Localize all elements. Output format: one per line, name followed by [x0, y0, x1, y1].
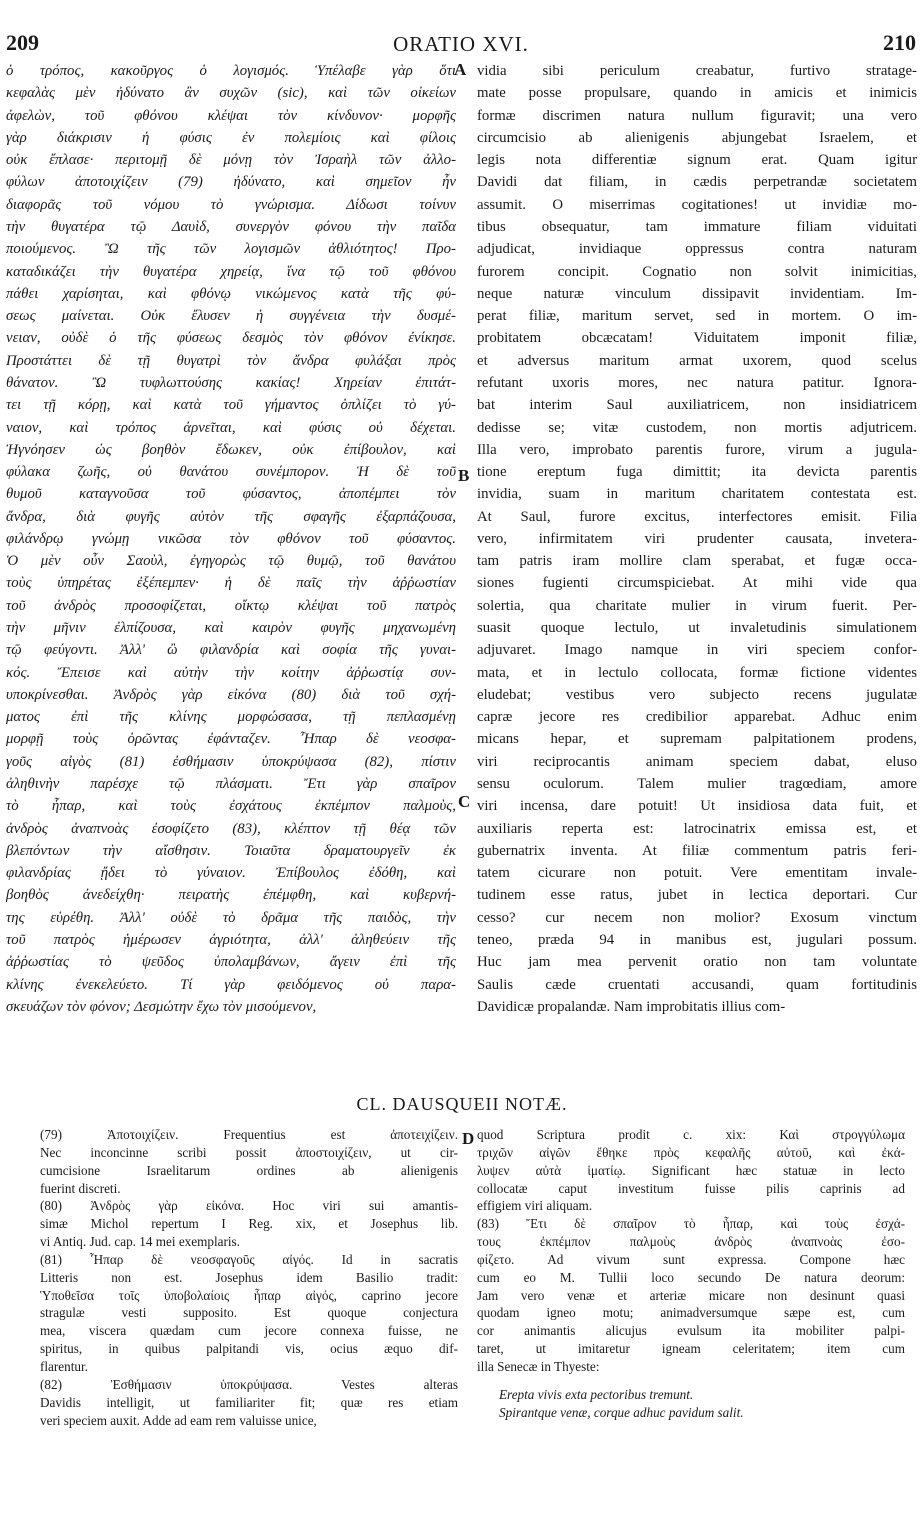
latin-text-line: neque naturæ vinculum dissipavit invidentiam. Im-	[477, 285, 917, 302]
note-line: Jam vero venæ et arteriæ micare non desinunt quasi	[477, 1287, 905, 1303]
latin-text-line: bat interim Saul auxiliatricem, non insidiatricem	[477, 397, 917, 414]
note-line: effigiem viri aliquam.	[477, 1198, 593, 1214]
note-line: (81) Ἧπαρ δὲ νεοσφαγοῦς αἰγός. Id in sacratis	[40, 1251, 458, 1267]
greek-text-line: τὴν θυγατέρα τῷ Δαυὶδ, συνεργὸν φόνου τὴν παῖδα	[6, 218, 456, 235]
note-line: (83) Ἔτι δὲ σπαῖρον τὸ ἧπαρ, καὶ τοὺς ἐσχά-	[477, 1216, 905, 1232]
greek-text-line: φύλων ἀποτοιχίζειν (79) ἠδύνατο, καὶ σημεῖον ἦν	[6, 174, 456, 191]
running-title: ORATIO XVI.	[393, 32, 529, 56]
note-line: cum eo M. Tullii loco secundo De natura deorum:	[477, 1269, 905, 1285]
section-marker-c: C	[458, 792, 471, 811]
latin-text-line: Davidicæ propalandæ. Nam improbitatis illius com-	[477, 998, 786, 1015]
note-line: (82) Ἐσθήμασιν ὑποκρύψασα. Vestes alteras	[40, 1376, 458, 1392]
latin-text-line: dedisse se; vitæ custodem, non mortis adjutricem.	[477, 419, 917, 436]
latin-text-line: circumcisio ab alienigenis abjungebat Israelem, et	[477, 129, 917, 146]
greek-text-line: βοηθὸς ἀνεδείχθη· πειρατὴς ἐπέμφθη, καὶ κυβερνή-	[6, 887, 456, 904]
latin-text-line: auxiliaris reperta est: latrocinatrix emissa est, et	[477, 820, 917, 837]
note-line: mea, viscera quædam cum jecore connexa fuisse, ne	[40, 1323, 458, 1339]
note-line: stragulæ vesti supposito. Est quoque conjectura	[40, 1305, 458, 1321]
greek-text-line: τὸ ἧπαρ, καὶ τοὺς ἐσχάτους ἐκπέμπον παλμοὺς,	[6, 798, 456, 815]
latin-text-line: furorem concipit. Cognatio non solvit inimicitias,	[477, 263, 917, 280]
latin-text-line: adjudicat, invidiaque oppressus contra naturam	[477, 241, 917, 258]
greek-text-line: κός. Ἔπεισε καὶ αὐτὴν τὴν κοίτην ἀῤῥωστίᾳ συν-	[6, 664, 456, 681]
latin-text-line: tudinem esse ratus, jubet in lectica deportari. Cur	[477, 887, 917, 904]
note-line: taret, ut imitaretur igneam celeritatem; item cum	[477, 1341, 905, 1357]
greek-text-line: τει τῇ κόρῃ, καὶ κατὰ τοῦ γήμαντος ὁπλίζει τὸ γύ-	[6, 397, 456, 414]
greek-text-line: σκευάζων τὸν φόνον; Δεσμώτην ἔχω τὸν μισούμενον,	[6, 998, 317, 1015]
note-line: vi Antiq. Jud. cap. 14 mei exemplaris.	[40, 1234, 240, 1250]
quote-line: Erepta vivis exta pectoribus tremunt.	[499, 1386, 694, 1402]
note-line: Nec inconcinne scribi possit ἀποστοιχίζειν, ut cir-	[40, 1144, 458, 1160]
greek-text-line: ὁ τρόπος, κακοῦργος ὁ λογισμός. Ὑπέλαβε γὰρ ὅτι	[6, 63, 456, 79]
latin-text-line: cesso? cur necem non molior? Exosum vinctum	[477, 909, 917, 926]
latin-text-line: teneo, præda 94 in manibus est, jugulari possum.	[477, 931, 917, 948]
latin-text-line: assumit. O miserrimas cogitationes! ut invidiæ mo-	[477, 196, 917, 213]
greek-text-line: τοῦ ἀνδρὸς προσοφίζεται, οἴκτῳ κλέψαι τοῦ πατρὸς	[6, 597, 456, 614]
note-line: Litteris non est. Josephus idem Basilio tradit:	[40, 1269, 458, 1285]
latin-text-line: formæ discrimen natura nullum figuravit; una vero	[477, 107, 917, 124]
greek-text-line: ματος ἐπὶ τῆς κλίνης μορφώσασα, τῇ πεπλασμένῃ	[6, 709, 456, 726]
greek-text-line: φιλανδρίας ᾔδει τὸ γύναιον. Ἐπίβουλος ἐδόθη, καὶ	[6, 865, 456, 882]
note-line: (79) Ἀποτοιχίζειν. Frequentius est ἀποτειχίζειν.	[40, 1127, 458, 1142]
notes-heading: CL. DAUSQUEII NOTÆ.	[356, 1094, 568, 1114]
greek-text-line: νειαν, οὐδὲ ὁ τῆς φύσεως δεσμὸς τὸν φθόνον ἐνίκησε.	[6, 330, 456, 347]
greek-text-line: της εὑρέθη. Ἀλλ' οὐδὲ τὸ δρᾶμα τῆς παιδὸς, τὴν	[6, 909, 456, 926]
note-line: λυψεν αὐτὰ ἱματίῳ. Significant hæc statuæ in lecto	[477, 1162, 905, 1178]
latin-text-line: vero, infirmitatem viri prudenter causata, invetera-	[477, 530, 917, 547]
latin-text-line: suasit quoque lectulo, ut invaletudinis simulationem	[477, 620, 917, 637]
latin-text-line: probitatem obcæcatam! Viduitatem imponit filiæ,	[477, 330, 917, 347]
latin-text-line: solertia, qua charitate mulier in virum fuerit. Per-	[477, 597, 917, 614]
note-line: τους ἐκπέμπον παλμοὺς ἀνδρὸς ἀναπνοὰς ἐσο-	[477, 1234, 905, 1250]
latin-text-line: vidia sibi periculum creabatur, furtivo stratage-	[477, 63, 917, 79]
latin-text-line: Davidi dat filiam, in cædis perpetrandæ societatem	[477, 174, 917, 191]
latin-text-line: sensu oculorum. Talem mulier tragœdiam, amore	[477, 776, 917, 792]
note-line: Ὑποθεῖσα τοῖς ὑποβολαίοις ἧπαρ αἰγός, caprino jecore	[40, 1287, 458, 1303]
latin-text-line: capræ jecore res credibilior apparebat. Adhuc enim	[477, 709, 917, 726]
greek-text-line: ναιον, καὶ τρόπος ἀρνεῖται, καὶ φύσις οὐ δέχεται.	[6, 419, 456, 436]
latin-text-line: eludebat; vestibus vero subjecto recens jugulatæ	[477, 686, 917, 703]
greek-text-line: Ἠγνόησεν ὡς βοηθὸν ἔδωκεν, οὐκ ἐπίβουλον, καὶ	[6, 441, 456, 458]
latin-text-line: tibus obsequatur, tam immature filiam viduitati	[477, 218, 917, 235]
note-line: cumcisione Israelitarum ordines ab alienigenis	[40, 1162, 458, 1178]
greek-text-line: κλίνης ἐνεκελεύετο. Τί γὰρ φειδόμενος οὐ παρα-	[6, 976, 456, 993]
greek-text-line: ἀληθινὴν παρέσχε τῷ πλάσματι. Ἔτι γὰρ σπαῖρον	[6, 776, 456, 792]
greek-text-line: φιλάνδρῳ γνώμῃ νικῶσα τὸν φθόνον τοῦ φύσαντος.	[6, 530, 456, 547]
latin-text-line: gubernatrix inventa. At filiæ commentum patris feri-	[477, 842, 917, 859]
note-line: simæ Michol repertum I Reg. xix, et Josephus lib.	[40, 1216, 458, 1232]
greek-text-line: μορφῇ τοὺς ὁρῶντας ἐφάνταζεν. Ἦπαρ δὲ νεοσφα-	[6, 731, 456, 748]
note-line: collocatæ caput investitum fuisse pilis caprinis ad	[477, 1180, 905, 1196]
latin-text-line: perat filiæ, maritum servet, sed in mortem. O im-	[477, 308, 917, 325]
greek-text-line: ἀῤῥωστίας τὸ ψεῦδος ὑπολαμβάνων, ἄγειν ἐπὶ τῆς	[6, 954, 456, 971]
greek-text-line: κεφαλὰς μὲν ἠδύνατο ἂν συχῶν (sic), καὶ τῶν οἰκείων	[6, 85, 456, 102]
notes-left-column	[40, 1126, 458, 1429]
section-marker-d: D	[462, 1129, 475, 1148]
greek-text-line: ποιούμενος. Ὢ τῆς τῶν λογισμῶν ἀθλιότητος! Προ-	[6, 241, 456, 258]
latin-text-line: tione ereptum fuga dimittit; ita devicta parentis	[477, 464, 917, 481]
note-line: cor animantis alicujus evulsum ita mobiliter palpi-	[477, 1323, 905, 1339]
notes-right-column	[477, 1126, 905, 1422]
greek-text-line: Προστάττει δὲ τῇ θυγατρὶ τὸν ἄνδρα φυλάξαι πρὸς	[6, 352, 456, 369]
greek-text-line: τοὺς ὑπηρέτας ἐξέπεμπεν· ἡ δὲ παῖς τὴν ἀῤῥωστίαν	[6, 575, 456, 592]
greek-text-line: υποκρίνεσθαι. Ἀνδρὸς γὰρ εἰκόνα (80) διὰ τοῦ σχή-	[6, 686, 456, 703]
greek-text-line: καταδικάζει τὴν θυγατέρα χηρείᾳ, ἵνα τῷ τοῦ φθόνου	[6, 263, 456, 280]
greek-text-column	[6, 60, 456, 1018]
latin-text-line: At Saul, furore excitus, interfectores emisit. Filia	[477, 508, 917, 525]
page-number-right: 210	[883, 30, 916, 55]
greek-text-line: Ὁ μὲν οὖν Σαοὺλ, ἐγηγορὼς τῷ θυμῷ, τοῦ θανάτου	[6, 553, 456, 570]
greek-text-line: οὐκ ἔπλασε· περιτομῇ δὲ μόνῃ τὸν Ἰσραὴλ τῶν ἀλλο-	[6, 152, 456, 169]
note-line: τριχῶν αἰγῶν ἔθηκε πρὸς κεφαλῆς αὐτοῦ, καὶ ἐκά-	[477, 1144, 905, 1160]
greek-text-line: πάθει χαρίσηται, καὶ φθόνῳ νικώμενος κατὰ τῆς φύ-	[6, 285, 456, 302]
greek-text-line: τὴν μῆνιν ἐλπίζουσα, καὶ καιρὸν φυγῆς μηχανωμένη	[6, 620, 456, 637]
latin-text-line: Saulis cæde cruentati accusandi, quam fortitudinis	[477, 976, 917, 993]
greek-text-line: γοῦς αἰγὸς (81) ἐσθήμασιν ὑποκρύψασα (82), πίστιν	[6, 753, 456, 770]
latin-text-line: tatem cicurare non potuit. Vere ementitam invale-	[477, 865, 917, 882]
latin-text-line: invidia, suam in maritum charitatem contestata est.	[477, 486, 917, 503]
latin-text-line: legis nota differentiæ signum erat. Quam igitur	[477, 152, 917, 169]
latin-text-line: micans hepar, et supremam palpitationem prodens,	[477, 731, 917, 748]
latin-text-line: Huc jam mea pervenit oratio non tam voluntate	[477, 954, 917, 971]
greek-text-line: θάνατον. Ὢ τυφλωττούσης κακίας! Χηρείαν ἐπιτάτ-	[6, 374, 456, 391]
greek-text-line: γὰρ διάκρισιν ἡ φύσις ἐν πολεμίοις καὶ φίλοις	[6, 129, 456, 146]
quote-line: Spirantque venæ, corque adhuc pavidum salit.	[499, 1404, 744, 1420]
greek-text-line: ἄνδρα, διὰ φυγῆς αὐτὸν τῆς σφαγῆς ἐξαρπάζουσα,	[6, 508, 456, 525]
latin-text-line: viri reciprocantis animam speciem dabat, eluso	[477, 753, 917, 770]
latin-text-line: mata, et in lectulo collocata, formæ fictione videntes	[477, 664, 917, 681]
note-line: quodam igneo motu; animadversumque sæpe est, cum	[477, 1305, 905, 1321]
latin-text-line: viri incensa, dare potuit! Ut insidiosa data fuit, et	[477, 798, 917, 815]
latin-text-line: Illa vero, improbato parentis furore, virum a jugula-	[477, 441, 917, 458]
greek-text-line: ἀφελὼν, τοῦ φθόνου κλέψαι τὸν κίνδυνον· μορφῆς	[6, 107, 456, 124]
page-number-left: 209	[6, 30, 39, 55]
greek-text-line: θυμοῦ καταγνοῦσα τοῦ φύσαντος, ἀποπέμπει τὸν	[6, 486, 456, 503]
latin-text-line: tam patris iram mollire clam sperabat, et fugæ occa-	[477, 553, 917, 570]
note-line: Davidis intelligit, ut familiariter fit; quæ res etiam	[40, 1394, 458, 1410]
greek-text-line: τῷ φεύγοντι. Ἀλλ' ὢ φιλανδρία καὶ σοφία τῆς γυναι-	[6, 642, 456, 659]
seneca-quote	[477, 1386, 905, 1422]
greek-text-line: ἀνδρὸς ἀναπνοὰς ἐσοφίζετο (83), κλέπτον τῇ θέᾳ τῶν	[6, 820, 456, 837]
note-line: illa Senecæ in Thyeste:	[477, 1358, 600, 1374]
note-line: (80) Ἀνδρὸς γὰρ εἰκόνα. Hoc viri sui amantis-	[40, 1198, 458, 1214]
note-line: spiritus, in quibus palpitandi vis, ocius æquo dif-	[40, 1341, 458, 1357]
note-line: φίζετο. Ad vivum sunt expressa. Compone hæc	[477, 1251, 905, 1267]
section-marker-a: A	[454, 60, 467, 79]
latin-text-line: siones fugienti circumspiciebat. At mihi vide qua	[477, 575, 917, 592]
greek-text-line: βλεπόντων τὴν αἴσθησιν. Τοιαῦτα δραματουργεῖν ἐκ	[6, 842, 456, 859]
latin-text-column	[477, 60, 917, 1018]
note-line: veri speciem auxit. Adde ad eam rem valuisse unice,	[40, 1412, 317, 1428]
greek-text-line: σεως μαίνεται. Οὐκ ἔλυσεν ἡ συγγένεια τὴν δυσμέ-	[6, 308, 456, 325]
latin-text-line: adjuvaret. Imago namque in viri speciem confor-	[477, 642, 917, 659]
note-line: fuerint discreti.	[40, 1180, 121, 1196]
note-line: flarentur.	[40, 1358, 88, 1374]
greek-text-line: διαφορᾶς τοῦ νόμου τὸ γνώρισμα. Δίδωσι τοίνυν	[6, 196, 456, 213]
latin-text-line: mate posse propulsare, quando in amicis et inimicis	[477, 85, 917, 102]
greek-text-line: τοῦ πατρὸς ἡμέρωσεν ἀγριότητα, ἀλλ' ἀληθεύειν τῆς	[6, 931, 456, 948]
latin-text-line: et adversus maritum armat uxorem, quod scelus	[477, 352, 917, 369]
greek-text-line: φύλακα ζωῆς, οὐ θανάτου συνέμπορον. Ἡ δὲ τοῦ	[6, 464, 456, 481]
note-line: quod Scriptura prodit c. xix: Καὶ στρογγύλωμα	[477, 1127, 905, 1142]
page-header	[6, 30, 916, 56]
latin-text-line: refutant uxoris mores, nec natura patitur. Ignora-	[477, 374, 917, 391]
section-marker-b: B	[458, 466, 470, 485]
